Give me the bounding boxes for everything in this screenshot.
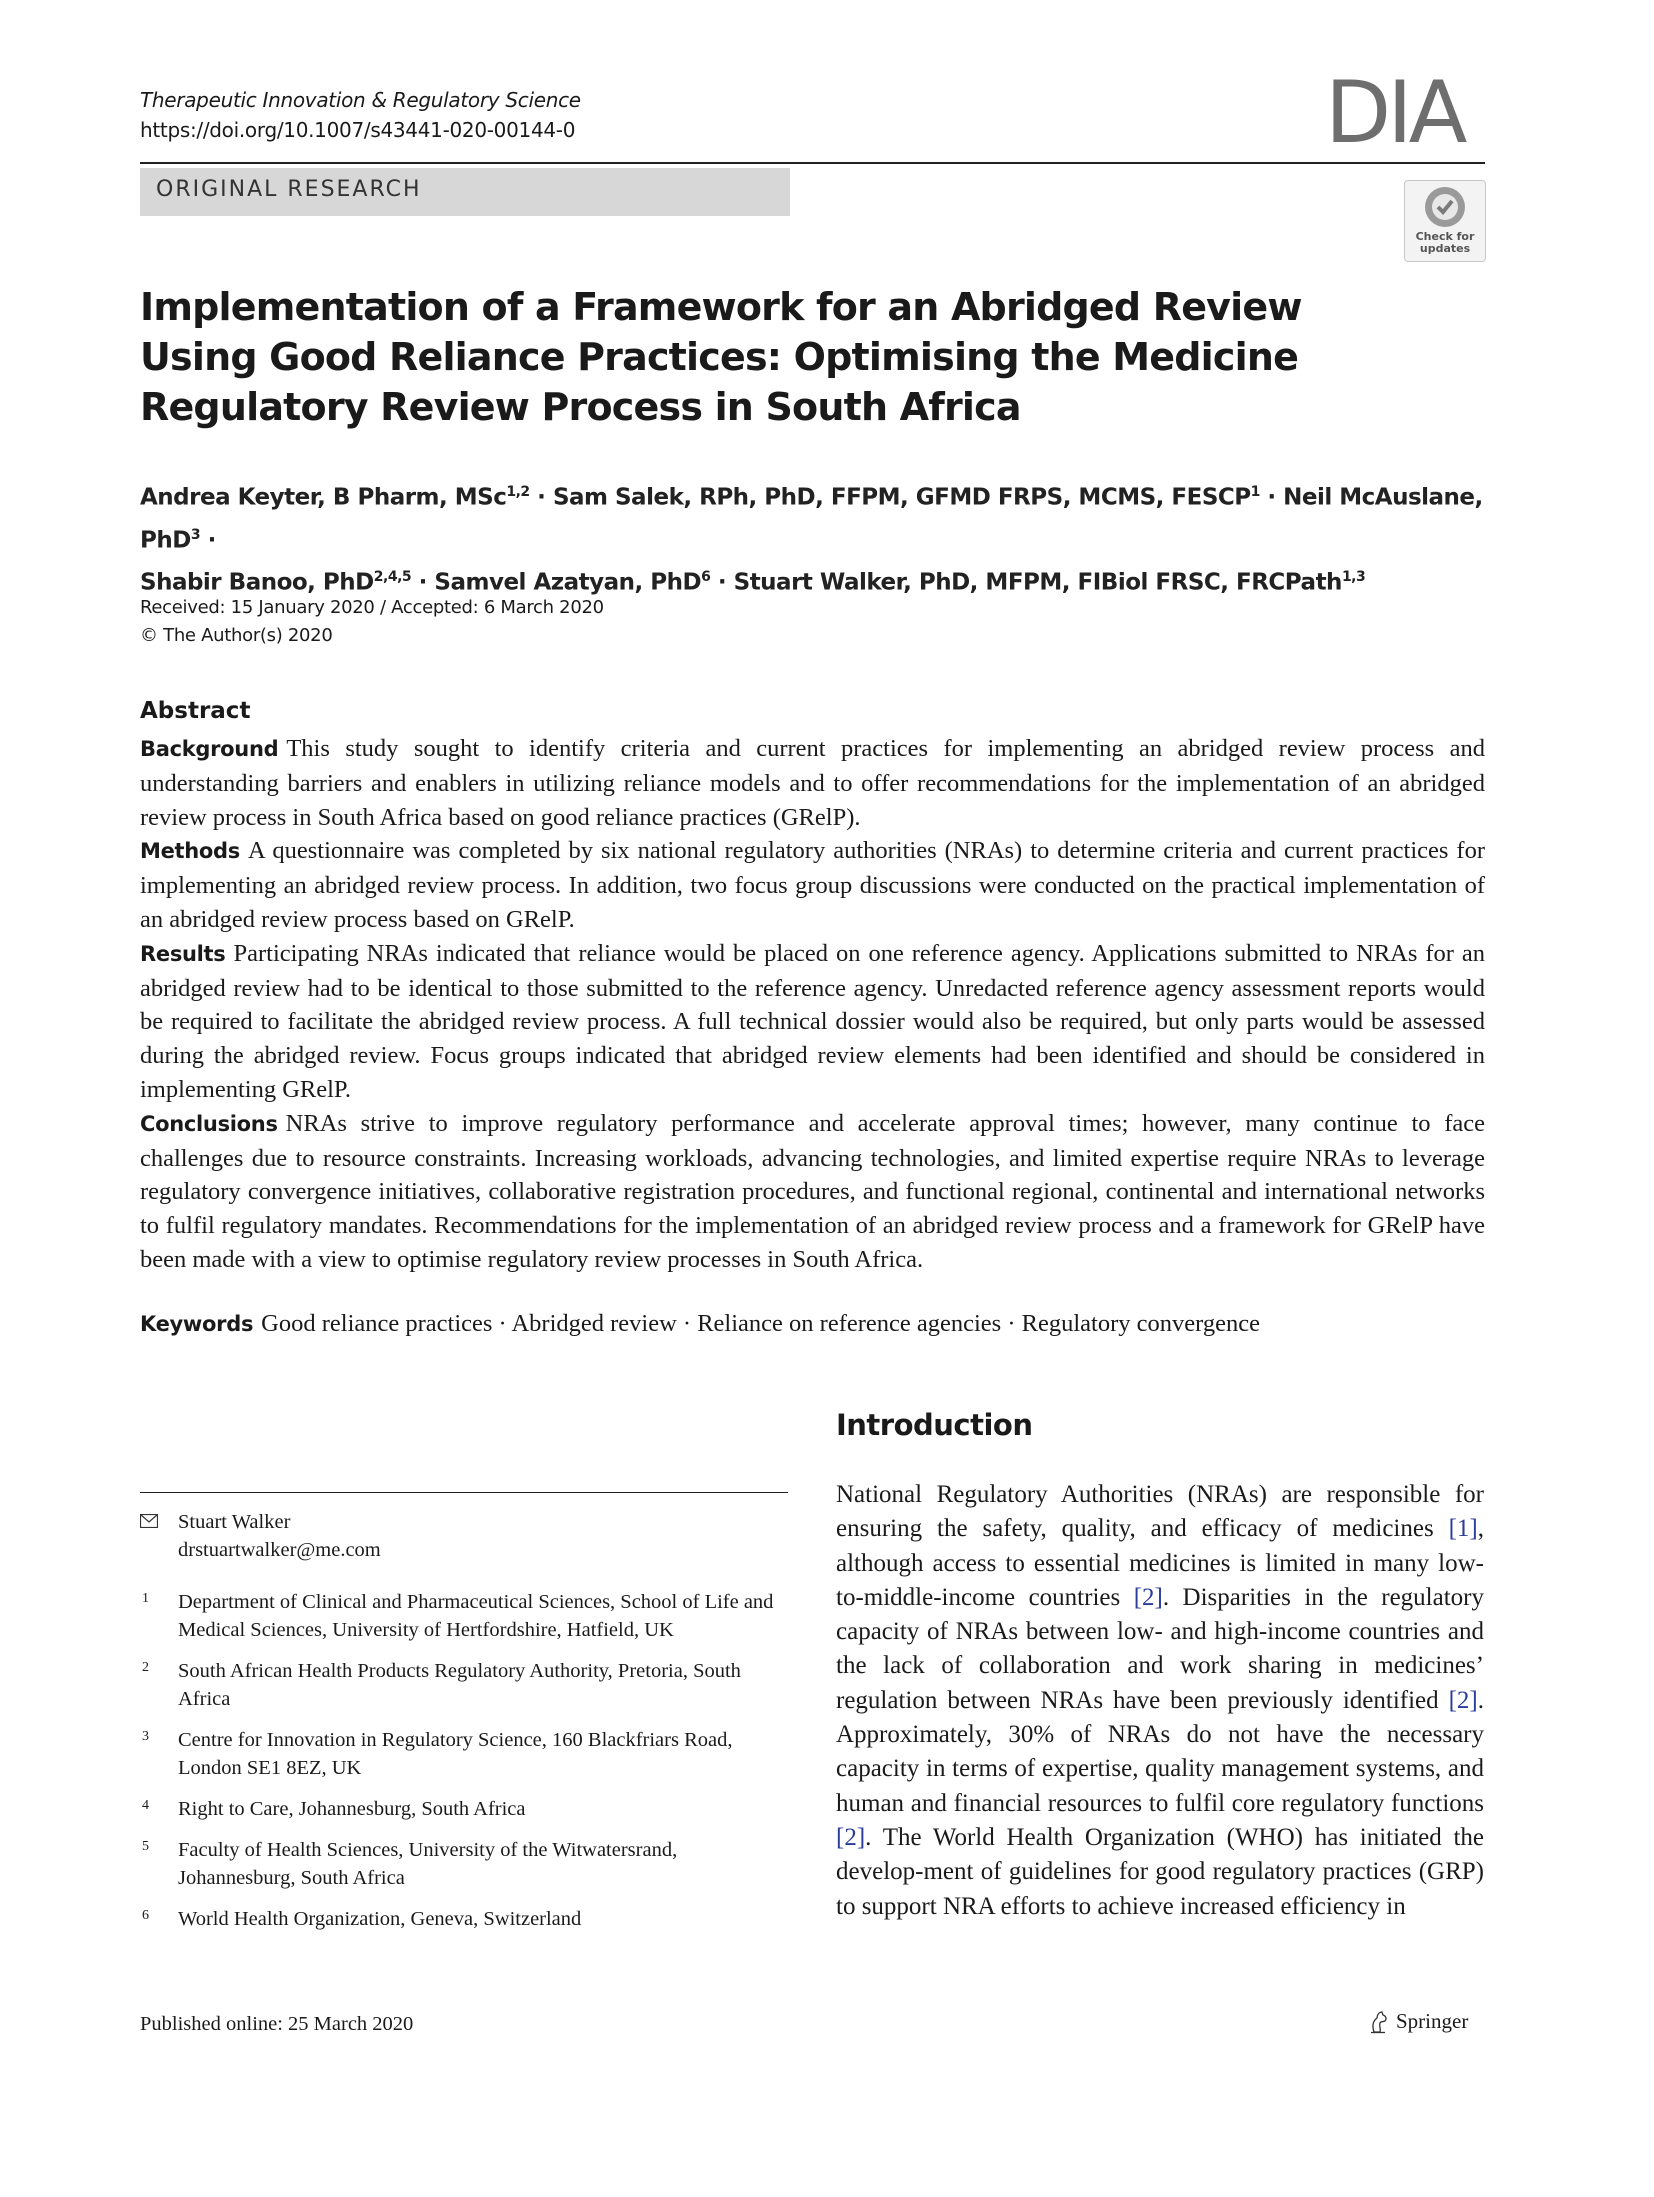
abstract-conclusions-text: NRAs strive to improve regulatory performance and accelerate approval times; however, many continue to face challenges due to resource constraints. Increasing workloads, advancing technologies, and limited expertise require NRAs to leverage regulatory convergence initiatives, collaborative registration procedures, and functional regional, continental and international networks to fulfil regulatory mandates. Recommendations for the implementation of an abridged review process and a framework for GRelP have been made with a view to optimise regulatory review processes in South Africa. xyxy=(140,1109,1485,1273)
correspondence-block xyxy=(140,1508,788,1564)
article-type: ORIGINAL RESEARCH xyxy=(156,177,422,202)
correspondence-email[interactable]: drstuartwalker@me.com xyxy=(178,1539,381,1561)
keywords-label: Keywords xyxy=(140,1312,254,1336)
affiliation-text: Department of Clinical and Pharmaceutical Sciences, School of Life and Medical Sciences, University of Hertfordshire, Hatfield, UK xyxy=(178,1591,774,1641)
dia-logo-text: DIA xyxy=(1325,70,1464,152)
doi-link[interactable]: https://doi.org/10.1007/s43441-020-00144-0 xyxy=(140,118,576,142)
author-name[interactable]: Andrea Keyter, B Pharm, MSc xyxy=(140,484,507,511)
abstract-conclusions-label: Conclusions xyxy=(140,1111,278,1136)
check-for-updates-icon xyxy=(1405,181,1485,233)
intro-text-segment: . The World Health Organization (WHO) has initiated the develop-ment of guidelines for good regulatory practices (GRP) to support NRA efforts to achieve increased efficiency in xyxy=(836,1823,1484,1920)
affiliation-item xyxy=(140,1836,788,1892)
author-affiliation: 1 xyxy=(1250,484,1260,500)
mail-icon xyxy=(140,1514,158,1528)
author-list: Andrea Keyter, B Pharm, MSc$^{1,2}$ · Sam Salek, RPh, PhD, FFPM, GFMD FRPS, MCMS, $FESCP^1$ · Neil McAuslane, PhD$^3$ · Shabir Banoo, PhD$^{2,4,5}$ · Samvel Azatyan, PhD$^6$ · Stuart Walker, PhD, MFPM, FIBiol FRSC, FRCPath$^{1,3}$ xyxy=(140,484,1483,596)
check-for-updates-label: Check for updates xyxy=(1415,230,1475,255)
correspondence-name: Stuart Walker xyxy=(178,1511,291,1533)
received-accepted-dates: Received: 15 January 2020 / Accepted: 6 March 2020 xyxy=(140,597,604,618)
author-name[interactable]: Samvel Azatyan, PhD xyxy=(434,569,702,596)
affiliation-item xyxy=(140,1726,788,1782)
affiliation-text: Centre for Innovation in Regulatory Science, 160 Blackfriars Road, London SE1 8EZ, UK xyxy=(178,1729,733,1779)
author-affiliation: 1,3 xyxy=(1341,569,1366,586)
affiliation-number: 2 xyxy=(142,1660,149,1675)
abstract-conclusions xyxy=(140,1107,1485,1277)
abstract-methods-text: A questionnaire was completed by six national regulatory authorities (NRAs) to determine criteria and current practices for implementing an abridged review process. In addition, two focus group discussions were conducted on the practical implementation of an abridged review process based on GRelP. xyxy=(140,837,1485,933)
affiliation-number: 3 xyxy=(142,1729,149,1744)
affiliations-list xyxy=(140,1588,788,1946)
intro-text-segment: . Approximately, 30% of NRAs do not have the necessary capacity in terms of expertise, quality management systems, and human and financial resources to fulfil core regulatory functions xyxy=(836,1686,1484,1817)
citation-link[interactable]: [1] xyxy=(1448,1515,1478,1543)
header-rule xyxy=(140,162,1485,164)
springer-logo xyxy=(1368,2009,1468,2034)
affiliation-number: 4 xyxy=(142,1798,149,1813)
author-name[interactable]: Neil McAuslane, PhD xyxy=(140,484,1483,554)
affiliation-item xyxy=(140,1657,788,1713)
citation-link[interactable]: [2] xyxy=(1133,1583,1163,1611)
affiliation-text: Right to Care, Johannesburg, South Africa xyxy=(178,1798,526,1820)
springer-horse-icon xyxy=(1368,2010,1390,2034)
affiliation-text: South African Health Products Regulatory Authority, Pretoria, South Africa xyxy=(178,1660,741,1710)
abstract-results xyxy=(140,937,1485,1107)
affiliation-number: 5 xyxy=(142,1839,149,1854)
affiliation-item xyxy=(140,1795,788,1823)
affiliation-text: Faculty of Health Sciences, University of the Witwatersrand, Johannesburg, South Africa xyxy=(178,1839,678,1889)
author-affiliation: 6 xyxy=(701,569,711,586)
affiliation-number: 1 xyxy=(142,1591,149,1606)
dia-logo xyxy=(1325,70,1485,152)
abstract-background-label: Background xyxy=(140,737,279,761)
abstract-background-text: This study sought to identify criteria and current practices for implementing an abridged review process and understanding barriers and enablers in utilizing reliance models and to offer recommendations for the implementation of an abridged review process in South Africa based on good reliance practices (GRelP). xyxy=(140,735,1485,831)
abstract-methods-label: Methods xyxy=(140,839,240,864)
author-name[interactable]: Sam Salek, RPh, PhD, FFPM, GFMD FRPS, MCMS, FESCP xyxy=(552,484,1251,511)
intro-text-segment: National Regulatory Authorities (NRAs) are responsible for ensuring the safety, quality, and efficacy of medicines xyxy=(836,1481,1484,1543)
footnote-rule xyxy=(140,1492,788,1493)
abstract-body xyxy=(140,732,1485,1277)
springer-label: Springer xyxy=(1396,2009,1469,2033)
published-date: Published online: 25 March 2020 xyxy=(140,2013,414,2035)
affiliation-item xyxy=(140,1905,788,1933)
abstract-results-label: Results xyxy=(140,941,226,966)
copyright-notice: © The Author(s) 2020 xyxy=(140,625,333,646)
introduction-text xyxy=(836,1478,1484,1924)
keywords-text: Good reliance practices · Abridged review · Reliance on reference agencies · Regulatory convergence xyxy=(261,1310,1260,1337)
author-affiliation: 2,4,5 xyxy=(373,569,412,586)
abstract-background xyxy=(140,732,1485,834)
citation-link[interactable]: [2] xyxy=(836,1823,866,1851)
intro-text-segment: , although access to essential medicines is limited in many low-to-middle-income countries xyxy=(836,1515,1484,1611)
author-affiliation: 3 xyxy=(190,526,201,543)
author-name[interactable]: Shabir Banoo, PhD xyxy=(140,569,374,596)
article-dates xyxy=(140,594,604,650)
abstract-heading: Abstract xyxy=(140,698,251,724)
citation-link[interactable]: [2] xyxy=(1448,1686,1478,1714)
article-title: Implementation of a Framework for an Abridged Review Using Good Reliance Practices: Optimising the Medicine Regulatory Review Process in South Africa xyxy=(140,285,1302,429)
abstract-methods xyxy=(140,834,1485,936)
affiliation-item xyxy=(140,1588,788,1644)
intro-text-segment: . Disparities in the regulatory capacity of NRAs between low- and high-income countries and the lack of collaboration and work sharing in medicines’ regulation between NRAs have been previously identified xyxy=(836,1583,1484,1714)
author-name[interactable]: Stuart Walker, PhD, MFPM, FIBiol FRSC, FRCPath xyxy=(733,569,1342,596)
journal-name: Therapeutic Innovation & Regulatory Science xyxy=(140,88,581,112)
keywords xyxy=(140,1310,1260,1338)
check-for-updates-badge[interactable] xyxy=(1404,180,1486,262)
affiliation-text: World Health Organization, Geneva, Switzerland xyxy=(178,1908,582,1930)
introduction-heading: Introduction xyxy=(836,1408,1033,1442)
abstract-results-text: Participating NRAs indicated that reliance would be placed on one reference agency. Applications submitted to NRAs for an abridged review had to be identical to those submitted to the reference agency. Unredacted reference agency assessment reports would be required to facilitate the abridged review process. A full technical dossier would also be required, but only parts would be assessed during the abridged review. Focus groups indicated that abridged review elements had been identified and should be considered in implementing GRelP. xyxy=(140,939,1485,1103)
author-affiliation: 1,2 xyxy=(506,484,530,500)
affiliation-number: 6 xyxy=(142,1908,149,1923)
